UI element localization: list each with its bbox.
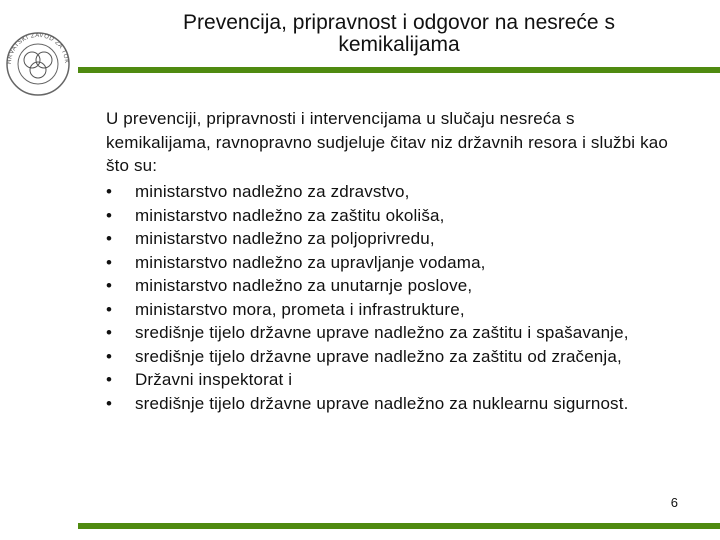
bullet-icon: • [106,276,113,295]
institute-logo [4,30,72,98]
slide-title-line-1: Prevencija, pripravnost i odgovor na nesreće s [183,11,615,34]
list-item [106,180,686,204]
bullet-icon: • [106,205,113,225]
list-item-text: ministarstvo mora, prometa i infrastrukture, [135,299,465,319]
list-item-text: ministarstvo nadležno za upravljanje vodama, [135,252,486,272]
slide-title-line-2: kemikalijama [338,33,460,56]
bullet-icon: • [106,370,113,389]
list-item [106,227,686,251]
list-item-text: ministarstvo nadležno za poljoprivredu, [135,229,435,248]
list-item-text: ministarstvo nadležno za unutarnje poslove, [135,276,473,295]
list-item [106,368,686,392]
list-item [106,345,686,369]
list-item [106,298,686,322]
list-item-text: središnje tijelo državne uprave nadležno za zaštitu i spašavanje, [135,323,629,342]
bullet-icon: • [106,229,113,248]
list-item [106,274,686,298]
list-item-text: središnje tijelo državne uprave nadležno za zaštitu od zračenja, [135,346,622,366]
list-item [106,251,686,275]
authority-list [106,180,686,415]
list-item [106,392,686,416]
list-item [106,204,686,228]
bullet-icon: • [106,182,113,201]
list-item-text: ministarstvo nadležno za zdravstvo, [135,182,410,201]
list-item-text: ministarstvo nadležno za zaštitu okoliša, [135,205,445,225]
bullet-icon: • [106,346,113,366]
bullet-icon: • [106,323,113,342]
institute-seal-icon [4,30,72,98]
bullet-icon: • [106,299,113,319]
seal-text: HRVATSKI ZAVOD ZA TOK [6,32,70,65]
bullet-icon: • [106,252,113,272]
intro-paragraph: U prevenciji, pripravnosti i intervencijama u slučaju nesreća s kemikalijama, ravnopravno sudjeluje čitav niz državnih resora i službi kao što su: [106,109,668,175]
list-item-text: središnje tijelo državne uprave nadležno za nuklearnu sigurnost. [135,393,629,413]
footer-divider [78,523,720,529]
page-number: 6 [670,495,678,510]
list-item [106,321,686,345]
slide-title [78,12,720,56]
list-item-text: Državni inspektorat i [135,370,293,389]
bullet-icon: • [106,393,113,413]
header-divider [78,67,720,73]
